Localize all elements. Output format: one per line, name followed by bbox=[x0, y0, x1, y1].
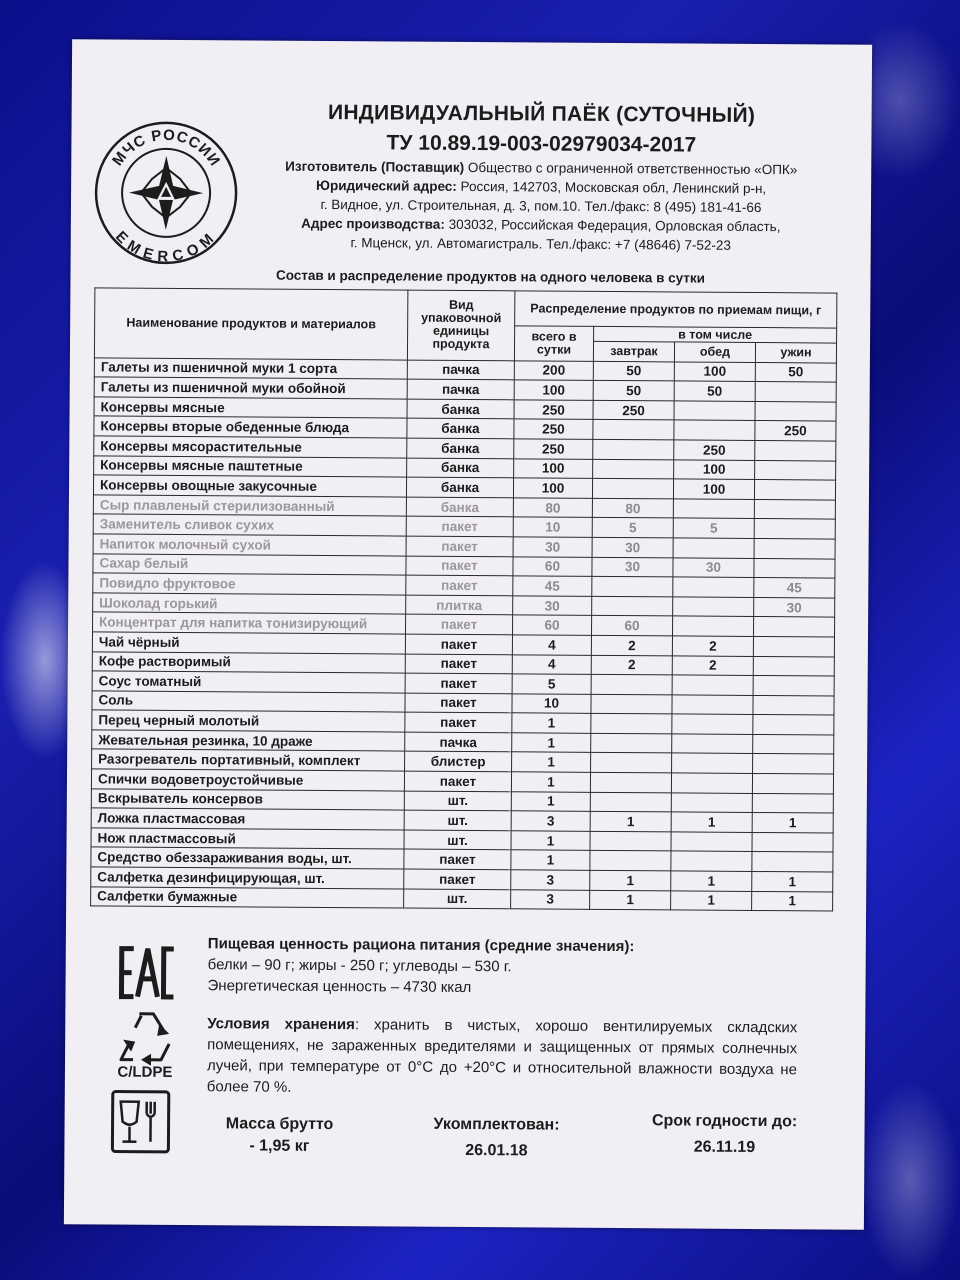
breakfast-amount bbox=[590, 831, 671, 851]
pack-unit: шт. bbox=[404, 889, 511, 909]
pack-unit: пакет bbox=[405, 654, 512, 674]
dinner-amount bbox=[754, 480, 835, 500]
pack-unit: пакет bbox=[404, 869, 511, 889]
legal-address-line-2: г. Видное, ул. Строительная, д. 3, пом.10. Тел./факс: 8 (495) 181-41-66 bbox=[320, 196, 762, 216]
daily-total: 5 bbox=[512, 674, 591, 694]
product-name: Консервы мясорастительные bbox=[94, 436, 407, 458]
pack-unit: банка bbox=[406, 477, 513, 497]
pack-unit: пакет bbox=[404, 771, 511, 791]
dinner-amount bbox=[752, 852, 833, 872]
lunch-amount: 5 bbox=[673, 518, 754, 538]
nutrition-line: белки – 90 г; жиры - 250 г; углеводы – 530 г. bbox=[207, 956, 512, 976]
product-name: Сыр плавленый стерилизованный bbox=[93, 495, 406, 517]
pack-unit: банка bbox=[407, 399, 514, 419]
svg-text:EMERCOM bbox=[112, 228, 220, 266]
lunch-amount: 2 bbox=[672, 655, 753, 675]
breakfast-amount: 2 bbox=[591, 655, 672, 675]
breakfast-amount bbox=[591, 694, 672, 714]
dinner-amount bbox=[754, 558, 835, 578]
pack-unit: плитка bbox=[406, 595, 513, 615]
page-title: ИНДИВИДУАЛЬНЫЙ ПАЁК (СУТОЧНЫЙ) bbox=[327, 101, 756, 127]
daily-total: 100 bbox=[514, 380, 593, 400]
packed-date-label: Укомплектован: bbox=[433, 1115, 560, 1134]
breakfast-amount bbox=[592, 576, 673, 596]
dinner-amount bbox=[754, 499, 835, 519]
product-name: Соль bbox=[92, 691, 405, 713]
product-name: Галеты из пшеничной муки обойной bbox=[94, 377, 407, 399]
maker-line: Изготовитель (Поставщик) Общество с ограниченной ответственностью «ОПК» bbox=[285, 158, 798, 178]
lunch-amount: 100 bbox=[674, 459, 755, 479]
lunch-amount bbox=[672, 695, 753, 715]
dinner-amount bbox=[755, 382, 836, 402]
dinner-amount bbox=[755, 440, 836, 460]
daily-total: 60 bbox=[512, 615, 591, 635]
lunch-amount: 1 bbox=[671, 871, 752, 891]
pack-unit: банка bbox=[407, 438, 514, 458]
breakfast-amount bbox=[593, 439, 674, 459]
dinner-amount: 1 bbox=[752, 872, 833, 892]
product-name: Консервы мясные bbox=[94, 397, 407, 419]
product-name: Жевательная резинка, 10 драже bbox=[92, 730, 405, 752]
daily-total: 1 bbox=[512, 733, 591, 753]
col-header-name: Наименование продуктов и материалов bbox=[94, 288, 407, 360]
eac-mark-icon bbox=[117, 945, 177, 1001]
table-body bbox=[91, 357, 837, 911]
product-name: Кофе растворимый bbox=[92, 651, 405, 673]
pack-unit: шт. bbox=[404, 810, 511, 830]
col-header-including: в том числе bbox=[594, 326, 837, 343]
lunch-amount: 1 bbox=[671, 812, 752, 832]
pack-unit: пакет bbox=[406, 556, 513, 576]
expiry-date-value: 26.11.19 bbox=[693, 1138, 756, 1157]
dinner-amount: 30 bbox=[754, 597, 835, 617]
breakfast-amount bbox=[591, 674, 672, 694]
table-caption: Состав и распределение продуктов на одного человека в сутки bbox=[275, 267, 706, 286]
dinner-amount bbox=[752, 793, 833, 813]
product-name: Ложка пластмассовая bbox=[91, 808, 404, 830]
product-name: Спички водоветроустойчивые bbox=[91, 769, 404, 791]
lunch-amount bbox=[671, 793, 752, 813]
daily-total: 10 bbox=[513, 517, 592, 537]
breakfast-amount: 30 bbox=[592, 537, 673, 557]
breakfast-amount bbox=[591, 733, 672, 753]
dinner-amount: 45 bbox=[754, 578, 835, 598]
lunch-amount bbox=[672, 616, 753, 636]
product-name: Консервы мясные паштетные bbox=[94, 455, 407, 477]
lunch-amount bbox=[673, 577, 754, 597]
product-name: Разогреватель портативный, комплект bbox=[92, 749, 405, 771]
pack-unit: шт. bbox=[404, 830, 511, 850]
daily-total: 4 bbox=[512, 654, 591, 674]
lunch-amount: 250 bbox=[674, 440, 755, 460]
lunch-amount: 30 bbox=[673, 557, 754, 577]
daily-total: 1 bbox=[511, 850, 590, 870]
food-safe-glass-fork-icon bbox=[110, 1090, 170, 1154]
dinner-amount bbox=[752, 832, 833, 852]
product-name: Консервы овощные закусочные bbox=[93, 475, 406, 497]
daily-total: 30 bbox=[513, 596, 592, 616]
lunch-amount bbox=[673, 538, 754, 558]
breakfast-amount: 50 bbox=[593, 361, 674, 381]
pack-unit: шт. bbox=[404, 791, 511, 811]
dinner-amount bbox=[754, 538, 835, 558]
breakfast-amount: 5 bbox=[592, 518, 673, 538]
pack-unit: пакет bbox=[406, 516, 513, 536]
daily-total: 1 bbox=[511, 791, 590, 811]
pack-unit: банка bbox=[407, 418, 514, 438]
lunch-amount bbox=[671, 773, 752, 793]
product-name: Напиток молочный сухой bbox=[93, 534, 406, 556]
col-header-dinner: ужин bbox=[755, 343, 836, 363]
daily-total: 250 bbox=[514, 419, 593, 439]
lunch-amount bbox=[672, 675, 753, 695]
dinner-amount bbox=[753, 734, 834, 754]
product-name: Средство обеззараживания воды, шт. bbox=[91, 847, 404, 869]
product-name: Заменитель сливок сухих bbox=[93, 514, 406, 536]
lunch-amount: 2 bbox=[672, 636, 753, 656]
breakfast-amount bbox=[592, 479, 673, 499]
breakfast-amount: 1 bbox=[590, 890, 671, 910]
breakfast-amount bbox=[590, 772, 671, 792]
lunch-amount: 1 bbox=[671, 891, 752, 911]
nutrition-block bbox=[207, 933, 827, 1000]
product-name: Перец черный молотый bbox=[92, 710, 405, 732]
product-name: Повидло фруктовое bbox=[93, 573, 406, 595]
daily-total: 100 bbox=[513, 478, 592, 498]
breakfast-amount bbox=[590, 851, 671, 871]
lunch-amount bbox=[672, 734, 753, 754]
pack-unit: пакет bbox=[405, 673, 512, 693]
dinner-amount bbox=[753, 695, 834, 715]
nutrition-heading: Пищевая ценность рациона питания (средние значения): bbox=[207, 935, 635, 956]
energy-line: Энергетическая ценность – 4730 ккал bbox=[207, 977, 472, 997]
product-name: Вскрыватель консервов bbox=[91, 789, 404, 811]
production-address-line: Адрес производства: 303032, Российская Федерация, Орловская область, bbox=[301, 215, 781, 235]
dinner-amount bbox=[753, 754, 834, 774]
dinner-amount bbox=[753, 656, 834, 676]
daily-total: 10 bbox=[512, 693, 591, 713]
product-name: Галеты из пшеничной муки 1 сорта bbox=[94, 357, 407, 379]
lunch-amount: 100 bbox=[673, 479, 754, 499]
col-header-distribution: Распределение продуктов по приемам пищи, г bbox=[515, 291, 837, 328]
recycle-label: C/LDPE bbox=[117, 1063, 173, 1081]
lunch-amount: 50 bbox=[674, 381, 755, 401]
breakfast-amount: 50 bbox=[593, 381, 674, 401]
product-name: Концентрат для напитка тонизирующий bbox=[93, 612, 406, 634]
pack-unit: блистер bbox=[405, 752, 512, 772]
lunch-amount bbox=[674, 420, 755, 440]
dinner-amount: 50 bbox=[755, 362, 836, 382]
breakfast-amount: 1 bbox=[590, 812, 671, 832]
breakfast-amount: 2 bbox=[591, 635, 672, 655]
daily-total: 3 bbox=[511, 870, 590, 890]
dinner-amount bbox=[755, 460, 836, 480]
lunch-amount bbox=[674, 401, 755, 421]
product-name: Нож пластмассовый bbox=[91, 828, 404, 850]
lunch-amount bbox=[673, 597, 754, 617]
daily-total: 1 bbox=[512, 752, 591, 772]
breakfast-amount: 1 bbox=[590, 870, 671, 890]
packed-date bbox=[406, 1112, 586, 1165]
breakfast-amount: 60 bbox=[591, 616, 672, 636]
daily-total: 3 bbox=[511, 811, 590, 831]
col-header-pack: Вид упаковочной единицы продукта bbox=[407, 290, 514, 360]
pack-unit: пакет bbox=[405, 634, 512, 654]
daily-total: 100 bbox=[514, 458, 593, 478]
daily-total: 200 bbox=[514, 360, 593, 380]
recycle-icon bbox=[111, 1008, 181, 1068]
table-row bbox=[91, 886, 833, 911]
breakfast-amount bbox=[593, 420, 674, 440]
gross-mass bbox=[204, 1113, 354, 1158]
daily-total: 30 bbox=[513, 537, 592, 557]
daily-total: 250 bbox=[514, 439, 593, 459]
lunch-amount bbox=[672, 753, 753, 773]
lunch-amount bbox=[672, 714, 753, 734]
expiry-date bbox=[624, 1108, 824, 1161]
daily-total: 1 bbox=[511, 772, 590, 792]
daily-total: 80 bbox=[513, 498, 592, 518]
dinner-amount bbox=[753, 617, 834, 637]
breakfast-amount bbox=[593, 459, 674, 479]
logo-top-text: МЧС РОССИИ bbox=[109, 126, 224, 170]
daily-total: 3 bbox=[511, 889, 590, 909]
expiry-date-label: Срок годности до: bbox=[651, 1112, 798, 1131]
pack-unit: пакет bbox=[405, 693, 512, 713]
breakfast-amount bbox=[591, 753, 672, 773]
daily-total: 45 bbox=[513, 576, 592, 596]
product-name: Соус томатный bbox=[92, 671, 405, 693]
product-name: Консервы вторые обеденные блюда bbox=[94, 416, 407, 438]
daily-total: 250 bbox=[514, 400, 593, 420]
col-header-lunch: обед bbox=[674, 342, 755, 362]
pack-unit: пакет bbox=[406, 575, 513, 595]
product-name: Сахар белый bbox=[93, 553, 406, 575]
pack-unit: пакет bbox=[406, 614, 513, 634]
dinner-amount bbox=[752, 774, 833, 794]
pack-unit: банка bbox=[407, 458, 514, 478]
col-header-total: всего в сутки bbox=[514, 326, 593, 361]
ration-label-sheet bbox=[64, 39, 872, 1230]
lunch-amount bbox=[673, 499, 754, 519]
header bbox=[241, 100, 842, 253]
daily-total: 4 bbox=[512, 635, 591, 655]
pack-unit: пакет bbox=[406, 536, 513, 556]
pack-unit: пачка bbox=[407, 379, 514, 399]
dinner-amount bbox=[754, 519, 835, 539]
product-name: Салфетки бумажные bbox=[91, 886, 404, 908]
breakfast-amount: 30 bbox=[592, 557, 673, 577]
breakfast-amount bbox=[590, 792, 671, 812]
dinner-amount bbox=[753, 715, 834, 735]
legal-address-line: Юридический адрес: Россия, 142703, Московская обл, Ленинский р-н, bbox=[316, 177, 767, 197]
product-name: Салфетка дезинфицирующая, шт. bbox=[91, 867, 404, 889]
pack-unit: пакет bbox=[404, 849, 511, 869]
production-address-line-2: г. Мценск, ул. Автомагистраль. Тел./факс: +7 (48646) 7-52-23 bbox=[350, 235, 731, 253]
pack-unit: банка bbox=[406, 497, 513, 517]
dinner-amount bbox=[753, 636, 834, 656]
storage-conditions: Условия хранения: хранить в чистых, хорошо вентилируемых складских помещениях, не зараженных вредителями и защищенных от прямых солнечных лучей, при температуре от 0°С до +20°С и относительной влажности воздуха не более 70 %. bbox=[206, 1015, 798, 1096]
packed-date-value: 26.01.18 bbox=[465, 1141, 528, 1160]
plastic-glare bbox=[860, 1080, 960, 1280]
pack-unit: пакет bbox=[405, 712, 512, 732]
daily-total: 1 bbox=[511, 831, 590, 851]
daily-total: 60 bbox=[513, 556, 592, 576]
gross-mass-label: Масса брутто bbox=[225, 1115, 334, 1134]
breakfast-amount: 80 bbox=[592, 498, 673, 518]
dinner-amount: 1 bbox=[752, 813, 833, 833]
spec-number: ТУ 10.89.19-003-02979034-2017 bbox=[386, 131, 697, 157]
breakfast-amount bbox=[592, 596, 673, 616]
product-name: Шоколад горький bbox=[93, 593, 406, 615]
dinner-amount: 250 bbox=[755, 421, 836, 441]
pack-unit: пачка bbox=[407, 360, 514, 380]
col-header-breakfast: завтрак bbox=[593, 341, 674, 361]
gross-mass-value: - 1,95 кг bbox=[249, 1137, 310, 1155]
lunch-amount bbox=[671, 851, 752, 871]
dinner-amount bbox=[755, 401, 836, 421]
logo-bottom-text: EMERCOM bbox=[112, 227, 220, 266]
lunch-amount: 100 bbox=[674, 362, 755, 382]
breakfast-amount bbox=[591, 714, 672, 734]
mchs-emercom-logo-icon bbox=[91, 117, 242, 268]
pack-unit: пачка bbox=[405, 732, 512, 752]
lunch-amount bbox=[671, 832, 752, 852]
daily-total: 1 bbox=[512, 713, 591, 733]
products-table bbox=[90, 287, 837, 911]
dinner-amount: 1 bbox=[752, 891, 833, 911]
dinner-amount bbox=[753, 676, 834, 696]
product-name: Чай чёрный bbox=[92, 632, 405, 654]
breakfast-amount: 250 bbox=[593, 400, 674, 420]
